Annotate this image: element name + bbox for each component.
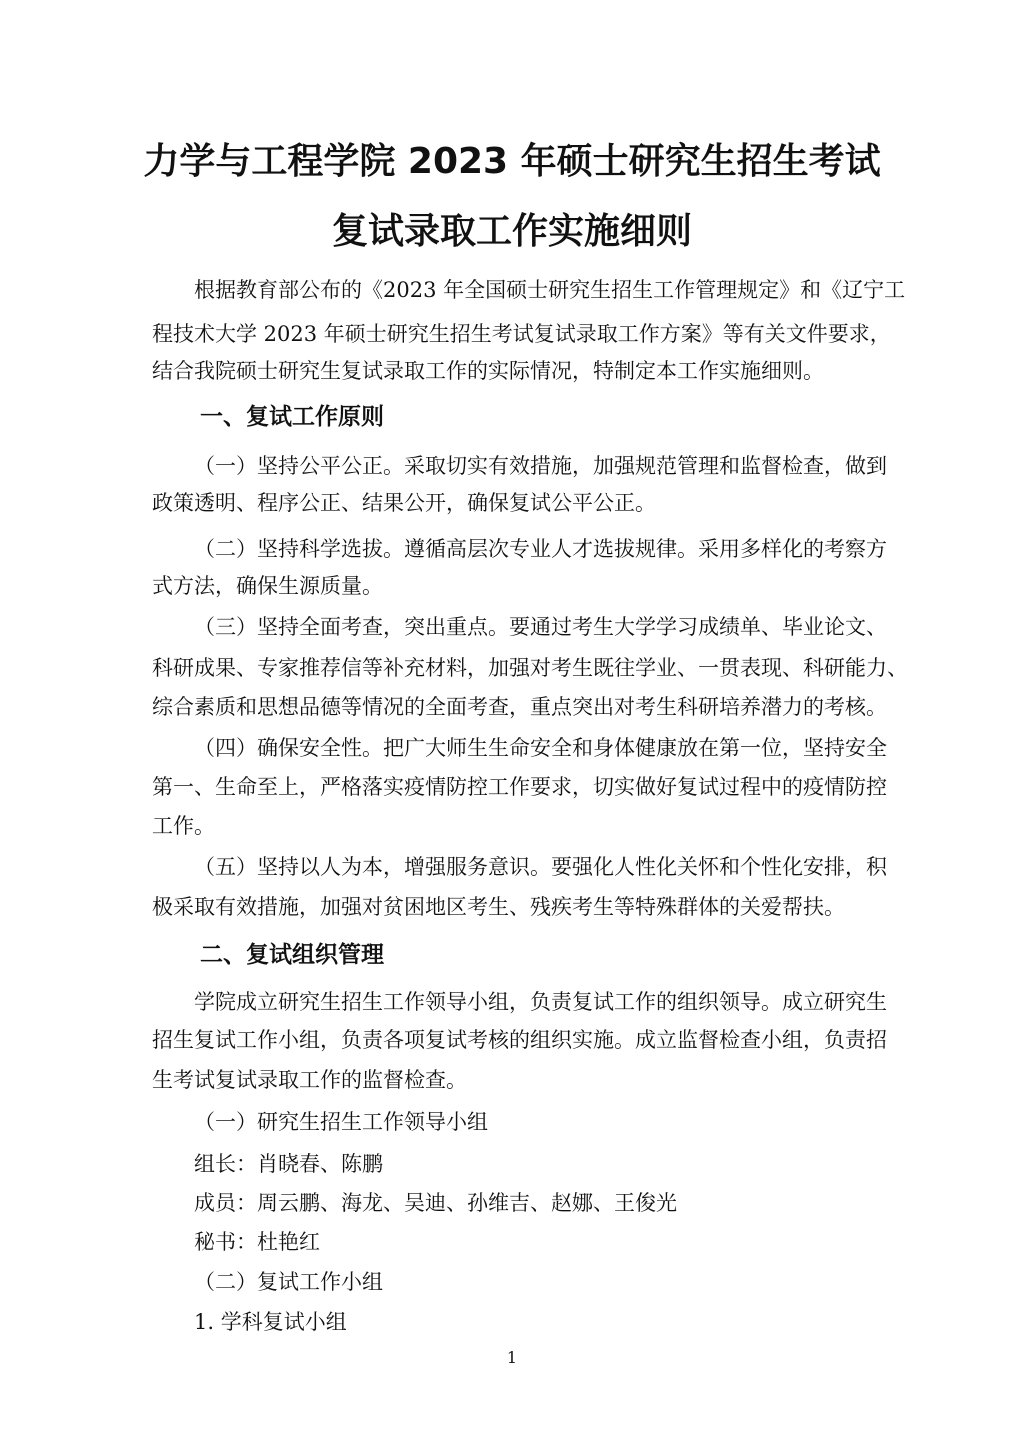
subgroup-discipline: 1. 学科复试小组 — [194, 1310, 347, 1334]
paragraph-line: 综合素质和思想品德等情况的全面考查，重点突出对考生科研培养潜力的考核。 — [152, 695, 887, 719]
paragraph-line: （三）坚持全面考查，突出重点。要通过考生大学学习成绩单、毕业论文、 — [194, 615, 887, 639]
paragraph-line: 根据教育部公布的《2023 年全国硕士研究生招生工作管理规定》和《辽宁工 — [194, 278, 906, 302]
paragraph-line: 招生复试工作小组，负责各项复试考核的组织实施。成立监督检查小组，负责招 — [152, 1028, 887, 1052]
section-heading-principles: 一、复试工作原则 — [200, 404, 384, 430]
group-secretary: 秘书：杜艳红 — [194, 1230, 320, 1254]
paragraph-line: （五）坚持以人为本，增强服务意识。要强化人性化关怀和个性化安排，积 — [194, 855, 887, 879]
paragraph-line: 式方法，确保生源质量。 — [152, 574, 383, 598]
paragraph-line: （四）确保安全性。把广大师生生命安全和身体健康放在第一位，坚持安全 — [194, 736, 887, 760]
document-title-line-2: 复试录取工作实施细则 — [331, 211, 692, 252]
paragraph-line: 政策透明、程序公正、结果公开，确保复试公平公正。 — [152, 491, 656, 515]
document-title-line-1: 力学与工程学院 2023 年硕士研究生招生考试 — [143, 141, 881, 182]
group-title-retest: （二）复试工作小组 — [194, 1270, 383, 1294]
paragraph-line: 工作。 — [152, 814, 215, 838]
group-title-leadership: （一）研究生招生工作领导小组 — [194, 1110, 488, 1134]
paragraph-line: 程技术大学 2023 年硕士研究生招生考试复试录取工作方案》等有关文件要求， — [152, 322, 891, 346]
paragraph-line: 学院成立研究生招生工作领导小组，负责复试工作的组织领导。成立研究生 — [194, 990, 887, 1014]
paragraph-line: （二）坚持科学选拔。遵循高层次专业人才选拔规律。采用多样化的考察方 — [194, 537, 887, 561]
paragraph-line: 第一、生命至上，严格落实疫情防控工作要求，切实做好复试过程中的疫情防控 — [152, 775, 887, 799]
paragraph-line: 极采取有效措施，加强对贫困地区考生、残疾考生等特殊群体的关爱帮扶。 — [152, 895, 845, 919]
group-members: 成员：周云鹏、海龙、吴迪、孙维吉、赵娜、王俊光 — [194, 1191, 677, 1215]
paragraph-line: 生考试复试录取工作的监督检查。 — [152, 1068, 467, 1092]
paragraph-line: （一）坚持公平公正。采取切实有效措施，加强规范管理和监督检查，做到 — [194, 454, 887, 478]
section-heading-organization: 二、复试组织管理 — [200, 942, 384, 968]
paragraph-line: 科研成果、专家推荐信等补充材料，加强对考生既往学业、一贯表现、科研能力、 — [152, 656, 908, 680]
paragraph-line: 结合我院硕士研究生复试录取工作的实际情况，特制定本工作实施细则。 — [152, 359, 824, 383]
group-leader: 组长：肖晓春、陈鹏 — [194, 1152, 383, 1176]
page-number: 1 — [506, 1348, 518, 1367]
